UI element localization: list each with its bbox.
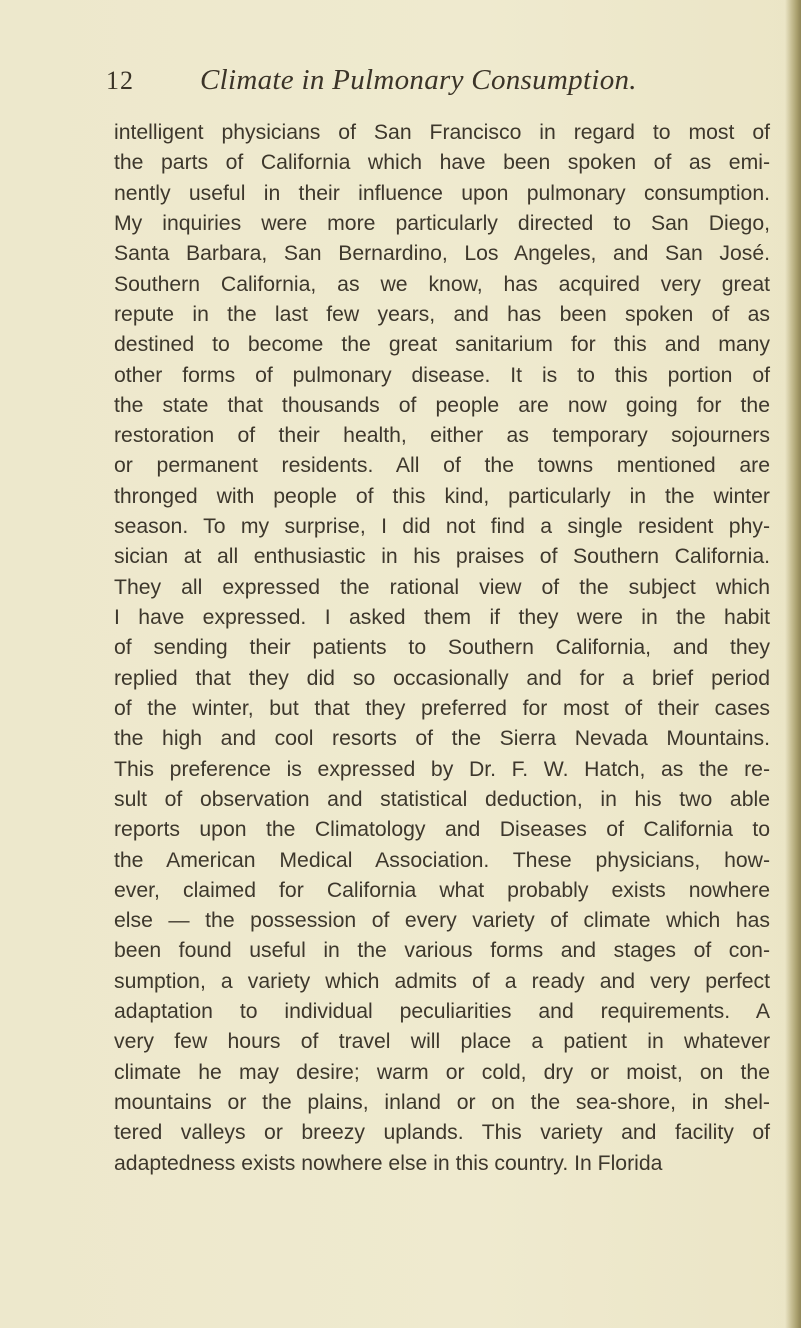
text-line: thronged with people of this kind, particularly in the winter — [114, 484, 770, 508]
page-number: 12 — [106, 66, 134, 95]
text-line: restoration of their health, either as temporary sojourners — [114, 424, 770, 448]
text-line: the high and cool resorts of the Sierra Nevada Mountains. — [114, 727, 770, 751]
text-line: Santa Barbara, San Bernardino, Los Angeles, and San José. — [114, 242, 770, 266]
text-line: ever, claimed for California what probably exists nowhere — [114, 878, 770, 902]
text-line: This preference is expressed by Dr. F. W. Hatch, as the re- — [114, 757, 770, 781]
text-line: They all expressed the rational view of the subject which — [114, 575, 770, 599]
text-line: I have expressed. I asked them if they were in the habit — [114, 606, 770, 629]
page-edge-shadow — [785, 0, 801, 1328]
text-line: sician at all enthusiastic in his praises of Southern California. — [114, 545, 770, 569]
text-line: of sending their patients to Southern California, and they — [114, 636, 770, 660]
text-line: sult of observation and statistical deduction, in his two able — [114, 787, 770, 811]
text-line: mountains or the plains, inland or on the sea-shore, in shel- — [114, 1091, 770, 1114]
text-line: very few hours of travel will place a patient in whatever — [114, 1030, 770, 1054]
text-line: reports upon the Climatology and Diseases of California to — [114, 818, 770, 842]
body-text — [114, 118, 770, 1179]
text-line: season. To my surprise, I did not find a single resident phy- — [114, 515, 770, 539]
page-header — [0, 66, 801, 106]
text-line: repute in the last few years, and has been spoken of as — [114, 302, 770, 326]
text-line: sumption, a variety which admits of a ready and very perfect — [114, 969, 770, 993]
text-line: Southern California, as we know, has acquired very great — [114, 272, 770, 296]
text-line: other forms of pulmonary disease. It is to this portion of — [114, 363, 770, 387]
text-line: the state that thousands of people are now going for the — [114, 393, 770, 417]
text-line: else — the possession of every variety of climate which has — [114, 909, 770, 933]
text-line: adaptedness exists nowhere else in this country. In Florida — [114, 1151, 663, 1175]
running-title: Climate in Pulmonary Consumption. — [200, 64, 637, 96]
text-line: replied that they did so occasionally and for a brief period — [114, 666, 770, 690]
text-line: nently useful in their influence upon pulmonary consumption. — [114, 181, 770, 205]
text-line: or permanent residents. All of the towns mentioned are — [114, 454, 770, 478]
text-line: adaptation to individual peculiarities and requirements. A — [114, 1000, 770, 1024]
text-line: tered valleys or breezy uplands. This variety and facility of — [114, 1121, 770, 1145]
text-line: climate he may desire; warm or cold, dry or moist, on the — [114, 1060, 770, 1084]
text-line: the American Medical Association. These physicians, how- — [114, 848, 770, 872]
text-line: of the winter, but that they preferred for most of their cases — [114, 696, 770, 720]
text-line: intelligent physicians of San Francisco in regard to most of — [114, 121, 770, 144]
text-line: My inquiries were more particularly directed to San Diego, — [114, 211, 770, 235]
text-line: destined to become the great sanitarium for this and many — [114, 333, 770, 357]
text-line: the parts of California which have been spoken of as emi- — [114, 151, 770, 175]
text-line: been found useful in the various forms and stages of con- — [114, 939, 770, 963]
